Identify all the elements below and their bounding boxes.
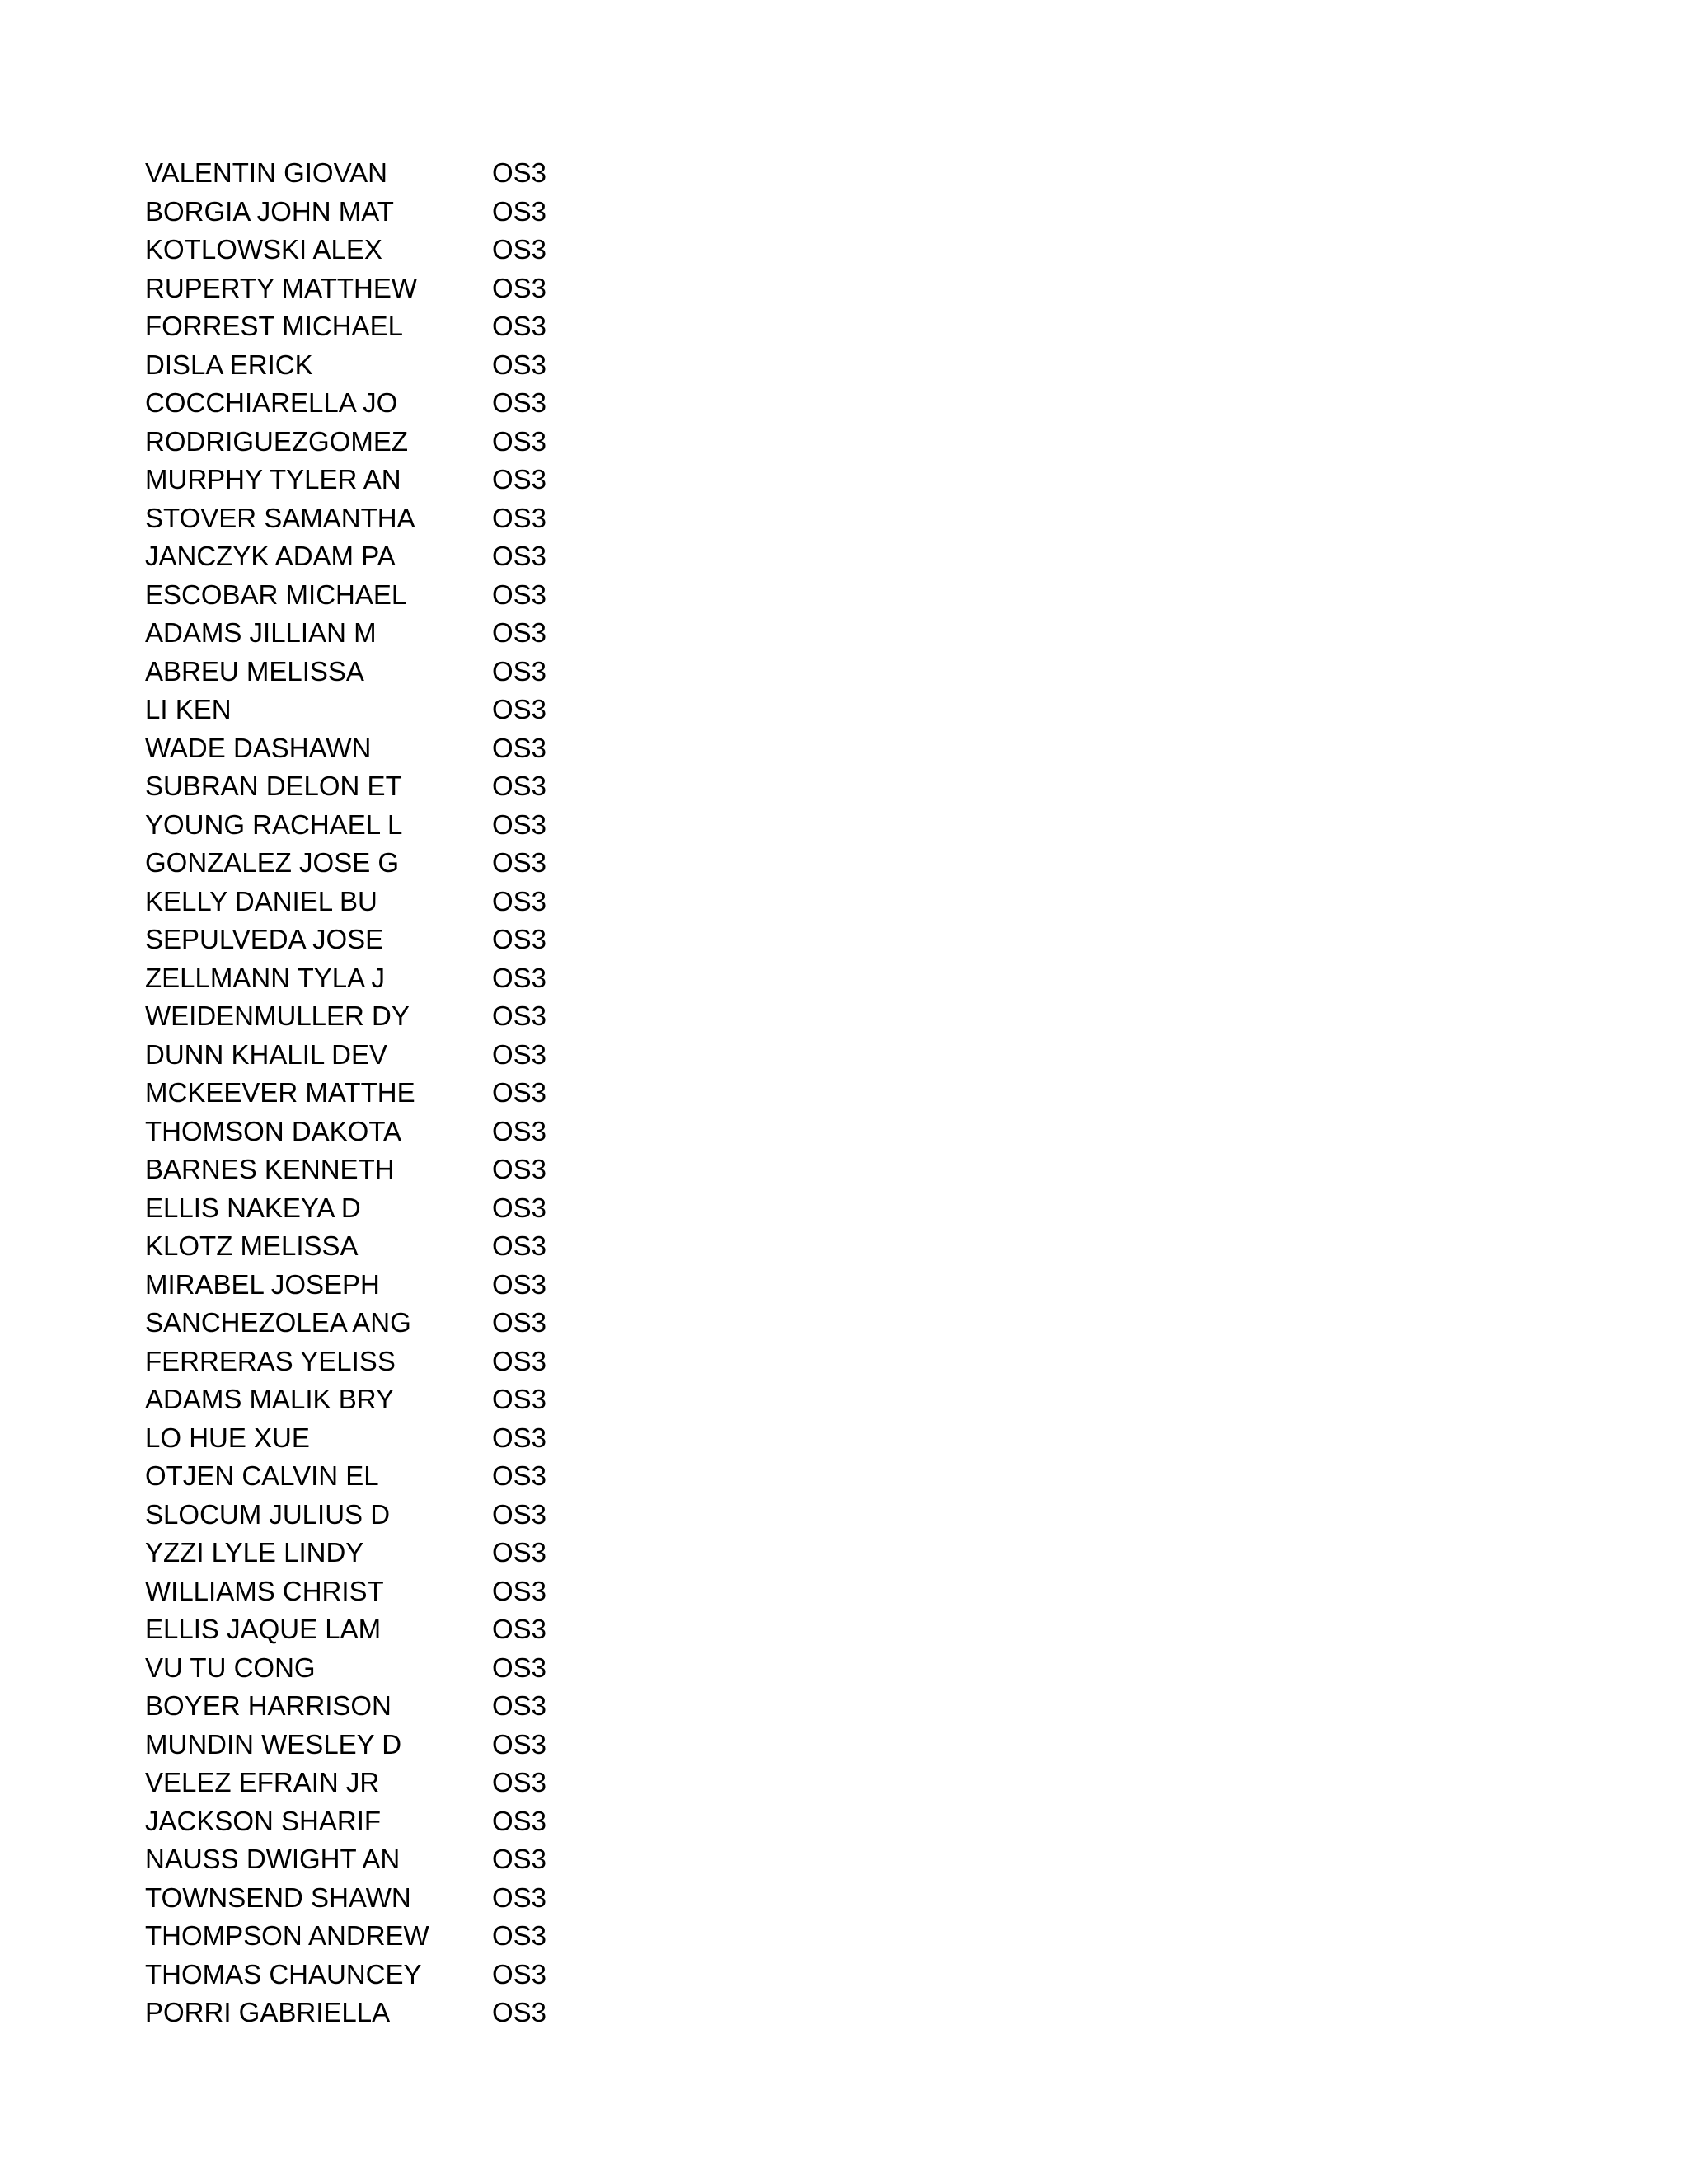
rate-code: OS3 [492,1614,547,1644]
person-name: ADAMS JILLIAN M [145,617,377,648]
person-name: KELLY DANIEL BU [145,885,377,916]
person-name: DUNN KHALIL DEV [145,1038,388,1070]
person-name: DISLA ERICK [145,349,313,380]
list-item [145,423,607,462]
rate-code: OS3 [492,272,547,303]
list-item [145,1726,607,1765]
person-name: TOWNSEND SHAWN [145,1882,411,1913]
rate-code: OS3 [492,1498,547,1530]
list-item [145,307,607,346]
rate-code: OS3 [492,1728,547,1760]
list-item [145,1956,607,1994]
list-item [145,1687,607,1726]
person-name: BOYER HARRISON [145,1690,392,1721]
rate-code: OS3 [492,1384,547,1414]
list-item [145,767,607,806]
person-name: YZZI LYLE LINDY [145,1537,364,1568]
person-name: ABREU MELISSA [145,655,364,687]
rate-code: OS3 [492,694,547,724]
rate-code: OS3 [492,1345,547,1376]
list-item [145,1610,607,1649]
rate-code: OS3 [492,885,547,916]
list-item [145,1151,607,1189]
person-name: RODRIGUEZGOMEZ [145,425,408,457]
rate-code: OS3 [492,157,547,188]
person-name: OTJEN CALVIN EL [145,1460,379,1491]
list-item [145,269,607,308]
list-item [145,231,607,269]
rate-code: OS3 [492,1115,547,1146]
rate-code: OS3 [492,617,547,648]
rate-code: OS3 [492,1154,547,1184]
rate-code: OS3 [492,1077,547,1108]
list-item [145,1343,607,1381]
person-name: RUPERTY MATTHEW [145,272,418,303]
list-item [145,154,607,193]
list-item [145,1879,607,1918]
person-name: LO HUE XUE [145,1422,310,1453]
person-name: MURPHY TYLER AN [145,464,401,494]
person-name: BORGIA JOHN MAT [145,195,394,227]
person-name: FERRERAS YELISS [145,1345,396,1376]
list-item [145,1994,607,2032]
person-name: THOMPSON ANDREW [145,1920,429,1951]
list-item [145,1419,607,1458]
rate-code: OS3 [492,655,547,687]
rate-code: OS3 [492,234,547,265]
rate-code: OS3 [492,349,547,380]
list-item [145,883,607,921]
list-item [145,1189,607,1228]
rate-code: OS3 [492,1920,547,1951]
list-item [145,1074,607,1113]
person-name: JANCZYK ADAM PA [145,541,396,571]
rate-code: OS3 [492,311,547,341]
rate-code: OS3 [492,1844,547,1874]
person-name: VALENTIN GIOVAN [145,157,388,188]
list-item [145,576,607,615]
person-name: ADAMS MALIK BRY [145,1384,394,1414]
list-item [145,1572,607,1611]
person-name: KOTLOWSKI ALEX [145,234,382,265]
person-name: SANCHEZOLEA ANG [145,1307,411,1338]
rate-code: OS3 [492,1690,547,1721]
list-item [145,729,607,768]
rate-code: OS3 [492,541,547,571]
person-name: COCCHIARELLA JO [145,387,398,418]
list-item [145,346,607,385]
rate-code: OS3 [492,1192,547,1223]
person-name: NAUSS DWIGHT AN [145,1844,401,1874]
rate-code: OS3 [492,195,547,227]
rate-code: OS3 [492,1997,547,2027]
rate-code: OS3 [492,1958,547,1990]
rate-code: OS3 [492,425,547,457]
person-name: YOUNG RACHAEL L [145,808,403,840]
list-item [145,1840,607,1879]
person-name: VU TU CONG [145,1652,316,1683]
rate-code: OS3 [492,771,547,801]
rate-code: OS3 [492,1882,547,1913]
list-item [145,1457,607,1496]
list-item [145,806,607,845]
person-name: FORREST MICHAEL [145,311,403,341]
rate-code: OS3 [492,579,547,610]
list-item [145,193,607,232]
person-name: SEPULVEDA JOSE [145,924,384,954]
list-item [145,1496,607,1535]
list-item [145,1649,607,1688]
person-name: ESCOBAR MICHAEL [145,579,407,610]
rate-code: OS3 [492,1767,547,1797]
list-item [145,959,607,998]
person-name: SUBRAN DELON ET [145,771,402,801]
person-name: MUNDIN WESLEY D [145,1728,402,1760]
list-item [145,1380,607,1419]
person-name: BARNES KENNETH [145,1154,395,1184]
person-name: WADE DASHAWN [145,732,372,763]
person-name: PORRI GABRIELLA [145,1997,391,2027]
rate-code: OS3 [492,502,547,533]
rate-code: OS3 [492,1460,547,1491]
person-name: MIRABEL JOSEPH [145,1268,380,1300]
list-item [145,537,607,576]
list-item [145,499,607,538]
list-item [145,997,607,1036]
list-item [145,1113,607,1151]
rate-code: OS3 [492,387,547,418]
list-item [145,1802,607,1841]
person-name: ELLIS NAKEYA D [145,1192,361,1223]
rate-code: OS3 [492,1652,547,1683]
person-name: WILLIAMS CHRIST [145,1575,384,1606]
person-name: WEIDENMULLER DY [145,1001,410,1031]
person-name: SLOCUM JULIUS D [145,1498,391,1530]
person-name: GONZALEZ JOSE G [145,847,400,878]
person-name: THOMSON DAKOTA [145,1115,402,1146]
person-name: KLOTZ MELISSA [145,1230,359,1261]
rate-code: OS3 [492,1422,547,1453]
roster-list [145,154,607,2032]
list-item [145,614,607,653]
person-name: JACKSON SHARIF [145,1805,382,1836]
person-name: THOMAS CHAUNCEY [145,1958,422,1990]
list-item [145,1764,607,1802]
rate-code: OS3 [492,1575,547,1606]
rate-code: OS3 [492,808,547,840]
rate-code: OS3 [492,1038,547,1070]
person-name: VELEZ EFRAIN JR [145,1767,380,1797]
rate-code: OS3 [492,1537,547,1568]
list-item [145,1534,607,1572]
list-item [145,1266,607,1305]
list-item [145,384,607,423]
person-name: MCKEEVER MATTHE [145,1077,415,1108]
list-item [145,1304,607,1343]
rate-code: OS3 [492,732,547,763]
rate-code: OS3 [492,962,547,993]
rate-code: OS3 [492,464,547,494]
rate-code: OS3 [492,924,547,954]
list-item [145,691,607,729]
list-item [145,1036,607,1075]
person-name: ZELLMANN TYLA J [145,962,385,993]
person-name: ELLIS JAQUE LAM [145,1614,382,1644]
rate-code: OS3 [492,1268,547,1300]
rate-code: OS3 [492,1230,547,1261]
list-item [145,461,607,499]
list-item [145,1917,607,1956]
list-item [145,844,607,883]
list-item [145,653,607,691]
list-item [145,1227,607,1266]
list-item [145,921,607,959]
person-name: LI KEN [145,694,232,724]
person-name: STOVER SAMANTHA [145,502,415,533]
rate-code: OS3 [492,847,547,878]
rate-code: OS3 [492,1001,547,1031]
rate-code: OS3 [492,1307,547,1338]
rate-code: OS3 [492,1805,547,1836]
